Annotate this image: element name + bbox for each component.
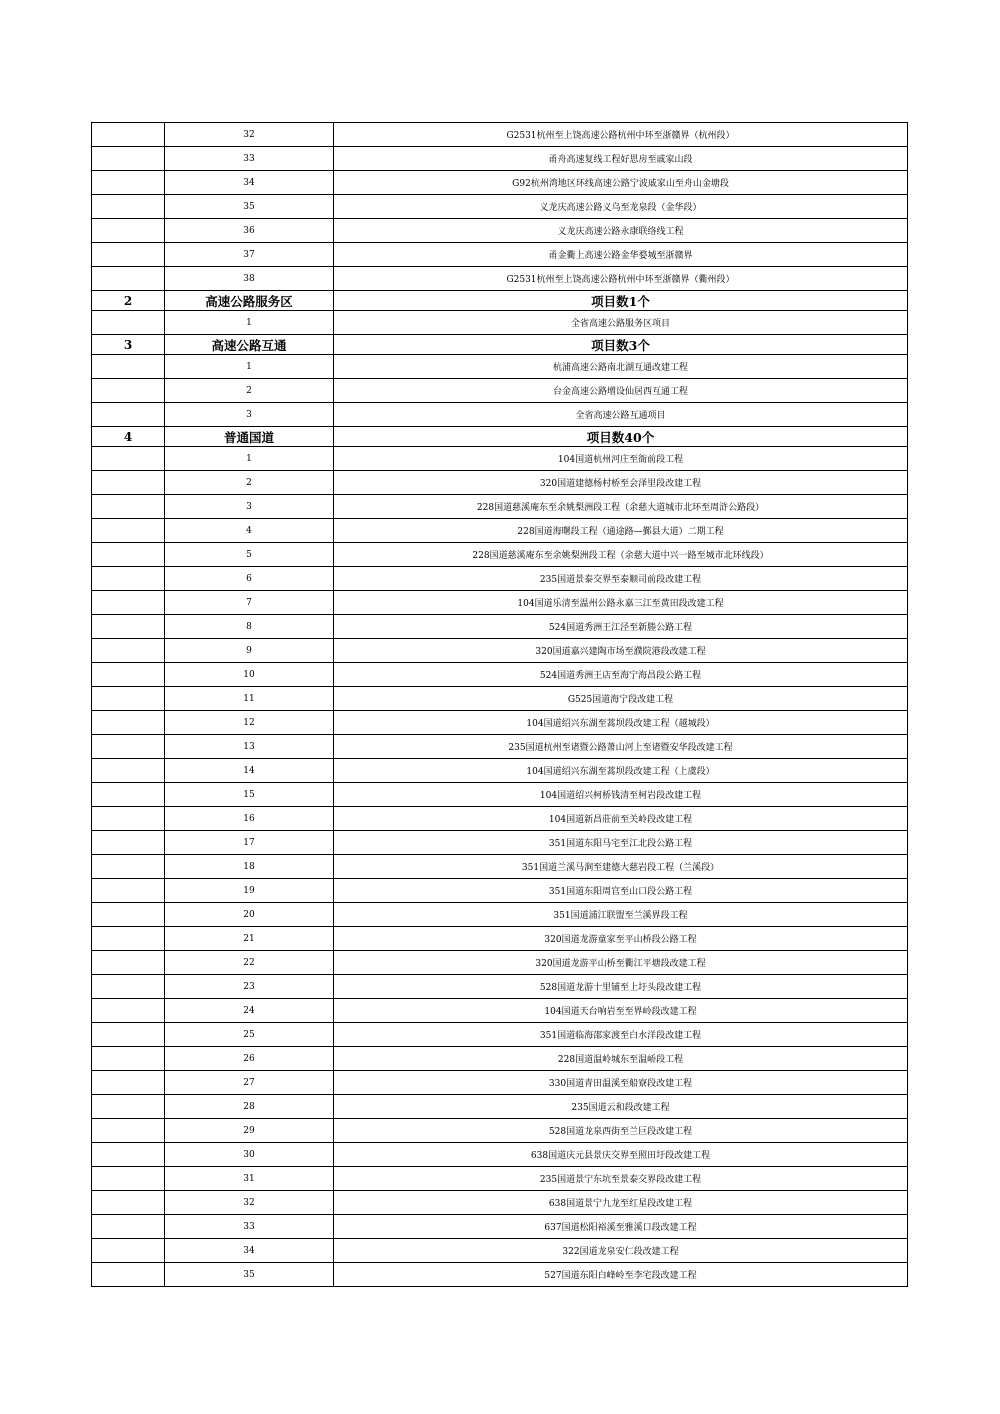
category-cell: [92, 519, 165, 543]
category-cell: [92, 543, 165, 567]
category-cell: [92, 687, 165, 711]
table-row: [92, 1263, 908, 1287]
section-row: [92, 335, 908, 355]
item-number: 35: [165, 1263, 334, 1287]
project-name: 义龙庆高速公路永康联络线工程: [334, 219, 908, 243]
category-cell: [92, 1215, 165, 1239]
item-number: 1: [165, 355, 334, 379]
project-name: 104国道乐清至温州公路永嘉三江至黄田段改建工程: [334, 591, 908, 615]
section-row: [92, 291, 908, 311]
table-row: [92, 311, 908, 335]
item-number: 11: [165, 687, 334, 711]
category-cell: [92, 267, 165, 291]
project-name: 528国道龙泉西街至兰巨段改建工程: [334, 1119, 908, 1143]
item-number: 34: [165, 171, 334, 195]
project-name: 228国道慈溪庵东至余姚梨洲段工程（余慈大道城市北环至周浒公路段）: [334, 495, 908, 519]
project-count: 项目数40个: [334, 427, 908, 447]
item-number: 14: [165, 759, 334, 783]
project-name: 104国道天台响岩至至界岭段改建工程: [334, 999, 908, 1023]
category-cell: [92, 951, 165, 975]
table-row: [92, 903, 908, 927]
item-number: 26: [165, 1047, 334, 1071]
table-row: [92, 999, 908, 1023]
item-number: 4: [165, 519, 334, 543]
table-row: [92, 951, 908, 975]
item-number: 16: [165, 807, 334, 831]
item-number: 32: [165, 1191, 334, 1215]
project-name: G2531杭州至上饶高速公路杭州中环至浙赣界（杭州段）: [334, 123, 908, 147]
table-row: [92, 1167, 908, 1191]
item-number: 23: [165, 975, 334, 999]
category-cell: [92, 1167, 165, 1191]
category-cell: [92, 195, 165, 219]
item-number: 28: [165, 1095, 334, 1119]
category-cell: [92, 783, 165, 807]
project-name: 235国道景泰交界至泰顺司前段改建工程: [334, 567, 908, 591]
category-cell: [92, 927, 165, 951]
table-row: [92, 1191, 908, 1215]
category-cell: [92, 147, 165, 171]
project-name: 235国道杭州至诸暨公路萧山河上至诸暨安华段改建工程: [334, 735, 908, 759]
category-cell: [92, 735, 165, 759]
table-row: [92, 219, 908, 243]
category-cell: [92, 807, 165, 831]
project-count: 项目数3个: [334, 335, 908, 355]
table-row: [92, 123, 908, 147]
category-cell: [92, 975, 165, 999]
item-number: 5: [165, 543, 334, 567]
table-row: [92, 1095, 908, 1119]
project-name: 330国道青田温溪至船寮段改建工程: [334, 1071, 908, 1095]
item-number: 18: [165, 855, 334, 879]
project-name: 351国道兰溪马涧至建德大慈岩段工程（兰溪段）: [334, 855, 908, 879]
table-row: [92, 1239, 908, 1263]
item-number: 37: [165, 243, 334, 267]
item-number: 22: [165, 951, 334, 975]
item-number: 29: [165, 1119, 334, 1143]
section-number: 3: [92, 335, 165, 355]
table-row: [92, 831, 908, 855]
project-name: 528国道龙游十里铺至上圩头段改建工程: [334, 975, 908, 999]
category-cell: [92, 123, 165, 147]
table-row: [92, 567, 908, 591]
table-row: [92, 735, 908, 759]
table-row: [92, 1047, 908, 1071]
project-name: 甬金衢上高速公路金华婺城至浙赣界: [334, 243, 908, 267]
table-row: [92, 1023, 908, 1047]
category-cell: [92, 355, 165, 379]
project-count: 项目数1个: [334, 291, 908, 311]
category-cell: [92, 759, 165, 783]
table-row: [92, 879, 908, 903]
category-cell: [92, 243, 165, 267]
category-cell: [92, 311, 165, 335]
item-number: 32: [165, 123, 334, 147]
item-number: 21: [165, 927, 334, 951]
item-number: 31: [165, 1167, 334, 1191]
project-name: 全省高速公路服务区项目: [334, 311, 908, 335]
project-name: 228国道温岭城东至温峤段工程: [334, 1047, 908, 1071]
item-number: 13: [165, 735, 334, 759]
item-number: 20: [165, 903, 334, 927]
item-number: 33: [165, 1215, 334, 1239]
project-name: 甬舟高速复线工程好思房至戚家山段: [334, 147, 908, 171]
category-cell: [92, 1095, 165, 1119]
item-number: 7: [165, 591, 334, 615]
item-number: 36: [165, 219, 334, 243]
project-name: 义龙庆高速公路义乌至龙泉段（金华段）: [334, 195, 908, 219]
item-number: 25: [165, 1023, 334, 1047]
project-name: 322国道龙泉安仁段改建工程: [334, 1239, 908, 1263]
project-name: 351国道浦江联盟至兰溪界段工程: [334, 903, 908, 927]
section-number: 4: [92, 427, 165, 447]
category-cell: [92, 591, 165, 615]
category-cell: [92, 567, 165, 591]
project-name: 524国道秀洲王江泾至新塍公路工程: [334, 615, 908, 639]
item-number: 27: [165, 1071, 334, 1095]
project-name: 351国道东阳周官至山口段公路工程: [334, 879, 908, 903]
table-row: [92, 243, 908, 267]
item-number: 2: [165, 471, 334, 495]
table-row: [92, 639, 908, 663]
project-table: [91, 122, 908, 1287]
table-row: [92, 591, 908, 615]
item-number: 8: [165, 615, 334, 639]
project-name: 104国道绍兴柯桥钱清至柯岩段改建工程: [334, 783, 908, 807]
category-cell: [92, 1071, 165, 1095]
project-name: 351国道临海邵家渡至白水洋段改建工程: [334, 1023, 908, 1047]
item-number: 33: [165, 147, 334, 171]
category-cell: [92, 1263, 165, 1287]
table-row: [92, 1071, 908, 1095]
table-row: [92, 687, 908, 711]
item-number: 6: [165, 567, 334, 591]
item-number: 24: [165, 999, 334, 1023]
category-cell: [92, 471, 165, 495]
category-cell: [92, 855, 165, 879]
table-row: [92, 147, 908, 171]
table-row: [92, 807, 908, 831]
category-cell: [92, 1143, 165, 1167]
category-cell: [92, 1023, 165, 1047]
item-number: 3: [165, 495, 334, 519]
category-cell: [92, 999, 165, 1023]
project-name: 524国道秀洲王店至海宁海昌段公路工程: [334, 663, 908, 687]
item-number: 1: [165, 447, 334, 471]
item-number: 38: [165, 267, 334, 291]
project-name: 235国道云和段改建工程: [334, 1095, 908, 1119]
project-name: 637国道松阳裕溪至雅溪口段改建工程: [334, 1215, 908, 1239]
section-name: 高速公路互通: [165, 335, 334, 355]
table-row: [92, 663, 908, 687]
table-row: [92, 195, 908, 219]
project-name: 527国道东阳白峰岭至李宅段改建工程: [334, 1263, 908, 1287]
table-row: [92, 267, 908, 291]
table-row: [92, 495, 908, 519]
item-number: 1: [165, 311, 334, 335]
section-row: [92, 427, 908, 447]
project-name: 全省高速公路互通项目: [334, 403, 908, 427]
category-cell: [92, 171, 165, 195]
category-cell: [92, 495, 165, 519]
item-number: 19: [165, 879, 334, 903]
item-number: 15: [165, 783, 334, 807]
item-number: 12: [165, 711, 334, 735]
category-cell: [92, 403, 165, 427]
project-name: 台金高速公路增设仙居西互通工程: [334, 379, 908, 403]
project-name: G525国道海宁段改建工程: [334, 687, 908, 711]
table-row: [92, 171, 908, 195]
item-number: 9: [165, 639, 334, 663]
table-row: [92, 855, 908, 879]
project-name: 235国道景宁东坑至景泰交界段改建工程: [334, 1167, 908, 1191]
category-cell: [92, 447, 165, 471]
project-table-body: [92, 123, 908, 1287]
table-row: [92, 783, 908, 807]
item-number: 3: [165, 403, 334, 427]
project-name: 228国道慈溪庵东至余姚梨洲段工程（余慈大道中兴一路至城市北环线段）: [334, 543, 908, 567]
table-row: [92, 1119, 908, 1143]
table-row: [92, 927, 908, 951]
item-number: 2: [165, 379, 334, 403]
table-row: [92, 519, 908, 543]
category-cell: [92, 831, 165, 855]
category-cell: [92, 711, 165, 735]
project-name: G92杭州湾地区环线高速公路宁波戚家山至舟山金塘段: [334, 171, 908, 195]
project-name: 104国道新昌莊前至关岭段改建工程: [334, 807, 908, 831]
project-name: G2531杭州至上饶高速公路杭州中环至浙赣界（衢州段）: [334, 267, 908, 291]
item-number: 17: [165, 831, 334, 855]
project-name: 320国道嘉兴建陶市场至濮院港段改建工程: [334, 639, 908, 663]
category-cell: [92, 639, 165, 663]
table-row: [92, 447, 908, 471]
project-name: 638国道景宁九龙至红星段改建工程: [334, 1191, 908, 1215]
category-cell: [92, 879, 165, 903]
category-cell: [92, 1119, 165, 1143]
project-name: 638国道庆元县景庆交界至照田圩段改建工程: [334, 1143, 908, 1167]
item-number: 34: [165, 1239, 334, 1263]
section-name: 普通国道: [165, 427, 334, 447]
table-row: [92, 759, 908, 783]
item-number: 35: [165, 195, 334, 219]
table-row: [92, 1215, 908, 1239]
section-name: 高速公路服务区: [165, 291, 334, 311]
project-name: 104国道绍兴东湖至蒿坝段改建工程（越城段）: [334, 711, 908, 735]
table-row: [92, 975, 908, 999]
table-row: [92, 711, 908, 735]
category-cell: [92, 219, 165, 243]
category-cell: [92, 615, 165, 639]
category-cell: [92, 379, 165, 403]
project-name: 351国道东阳马宅至江北段公路工程: [334, 831, 908, 855]
project-name: 104国道杭州河庄至衙前段工程: [334, 447, 908, 471]
table-row: [92, 1143, 908, 1167]
table-row: [92, 403, 908, 427]
table-row: [92, 471, 908, 495]
category-cell: [92, 663, 165, 687]
category-cell: [92, 1047, 165, 1071]
project-name: 320国道龙游童家至平山桥段公路工程: [334, 927, 908, 951]
project-name: 104国道绍兴东湖至蒿坝段改建工程（上虞段）: [334, 759, 908, 783]
category-cell: [92, 903, 165, 927]
project-name: 320国道龙游平山桥至衢江平塘段改建工程: [334, 951, 908, 975]
section-number: 2: [92, 291, 165, 311]
category-cell: [92, 1239, 165, 1263]
project-name: 320国道建德杨村桥至会泽里段改建工程: [334, 471, 908, 495]
table-row: [92, 355, 908, 379]
category-cell: [92, 1191, 165, 1215]
project-name: 杭浦高速公路南北湖互通改建工程: [334, 355, 908, 379]
item-number: 10: [165, 663, 334, 687]
table-row: [92, 615, 908, 639]
table-row: [92, 379, 908, 403]
table-row: [92, 543, 908, 567]
project-name: 228国道海曙段工程（通途路—鄞县大道）二期工程: [334, 519, 908, 543]
item-number: 30: [165, 1143, 334, 1167]
